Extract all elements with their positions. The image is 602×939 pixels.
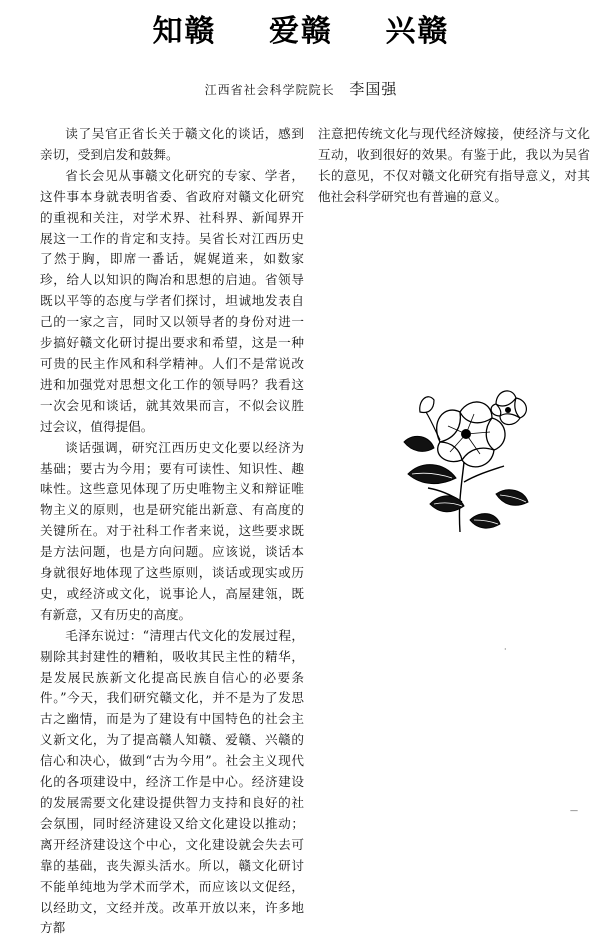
paragraph-4: 毛泽东说过：“清理古代文化的发展过程，剔除其封建性的糟粕，吸收其民主性的精华，是发展民族新文化提高民族自信心的必要条件。”今天，我们研究赣文化，并不是为了发思古之幽情，而是为了建设有中国特色的社会主义新文化，为了提高赣人知赣、爱赣、兴赣的信心和决心，做到“古为今用”。社会主义现代化的各项建设中，经济工作是中心。经济建设的发展需要文化建设提供智力支持和良好的社会氛围，同时经济建设又给文化建设以推动；离开经济建设这个中心，文化建设就会失去可靠的基础，丧失源头活水。所以，赣文化研讨不能单纯地为学术而学术，而应该以文促经，以经助文，文经并茂。改革开放以来，许多地方都 [40, 627, 304, 936]
byline [0, 78, 602, 99]
title-part-2: 爱赣 [269, 14, 333, 49]
scan-dash: — [570, 806, 578, 815]
paragraph-4-continued: 注意把传统文化与现代经济嫁接，使经济与文化互动，收到很好的效果。有鉴于此，我以为吴省长的意见，不仅对赣文化研究有指导意义，对其他社会科学研究也有普遍的意义。 [318, 126, 590, 204]
paragraph-1: 读了吴官正省长关于赣文化的谈话，感到亲切，受到启发和鼓舞。 [40, 126, 304, 162]
article-title [0, 6, 602, 50]
title-part-3: 兴赣 [385, 14, 450, 49]
scan-dot: · [504, 645, 507, 654]
paragraph-2: 省长会见从事赣文化研究的专家、学者，这件事本身就表明省委、省政府对赣文化研究的重视和关注，对学术界、社科界、新闻界开展这一工作的肯定和支持。吴省长对江西历史了然于胸，即席一番话，娓娓道来，如数家珍，给人以知识的陶冶和思想的启迪。省领导既以平等的态度与学者们探讨，坦诚地发表自己的一家之言，同时又以领导者的身份对进一步搞好赣文化研讨提出要求和希望，这是一种可贵的民主作风和科学精神。人们不是常说改进和加强党对思想文化工作的领导吗？我看这一次会见和谈话，就其效果而言，不似会议胜过会议，值得提倡。 [40, 167, 304, 434]
author-name: 李国强 [349, 80, 398, 98]
author-position: 江西省社会科学院院长 [204, 83, 335, 97]
left-column [40, 124, 304, 939]
paragraph-3: 谈话强调，研究江西历史文化要以经济为基础；要古为今用；要有可读性、知识性、趣味性。这些意见体现了历史唯物主义和辩证唯物主义的原则，也是研究能出新意、有高度的关键所在。对于社科工作者来说，这些要求既是方法问题，也是方向问题。应该说，谈话本身就很好地体现了这些原则，谈话或现实或历史，或经济或文化，说事论人，高屋建瓴，既有新意，又有历史的高度。 [40, 439, 304, 622]
title-part-1: 知赣 [152, 14, 217, 49]
flower-illustration-icon [400, 382, 530, 537]
right-column [318, 124, 590, 208]
